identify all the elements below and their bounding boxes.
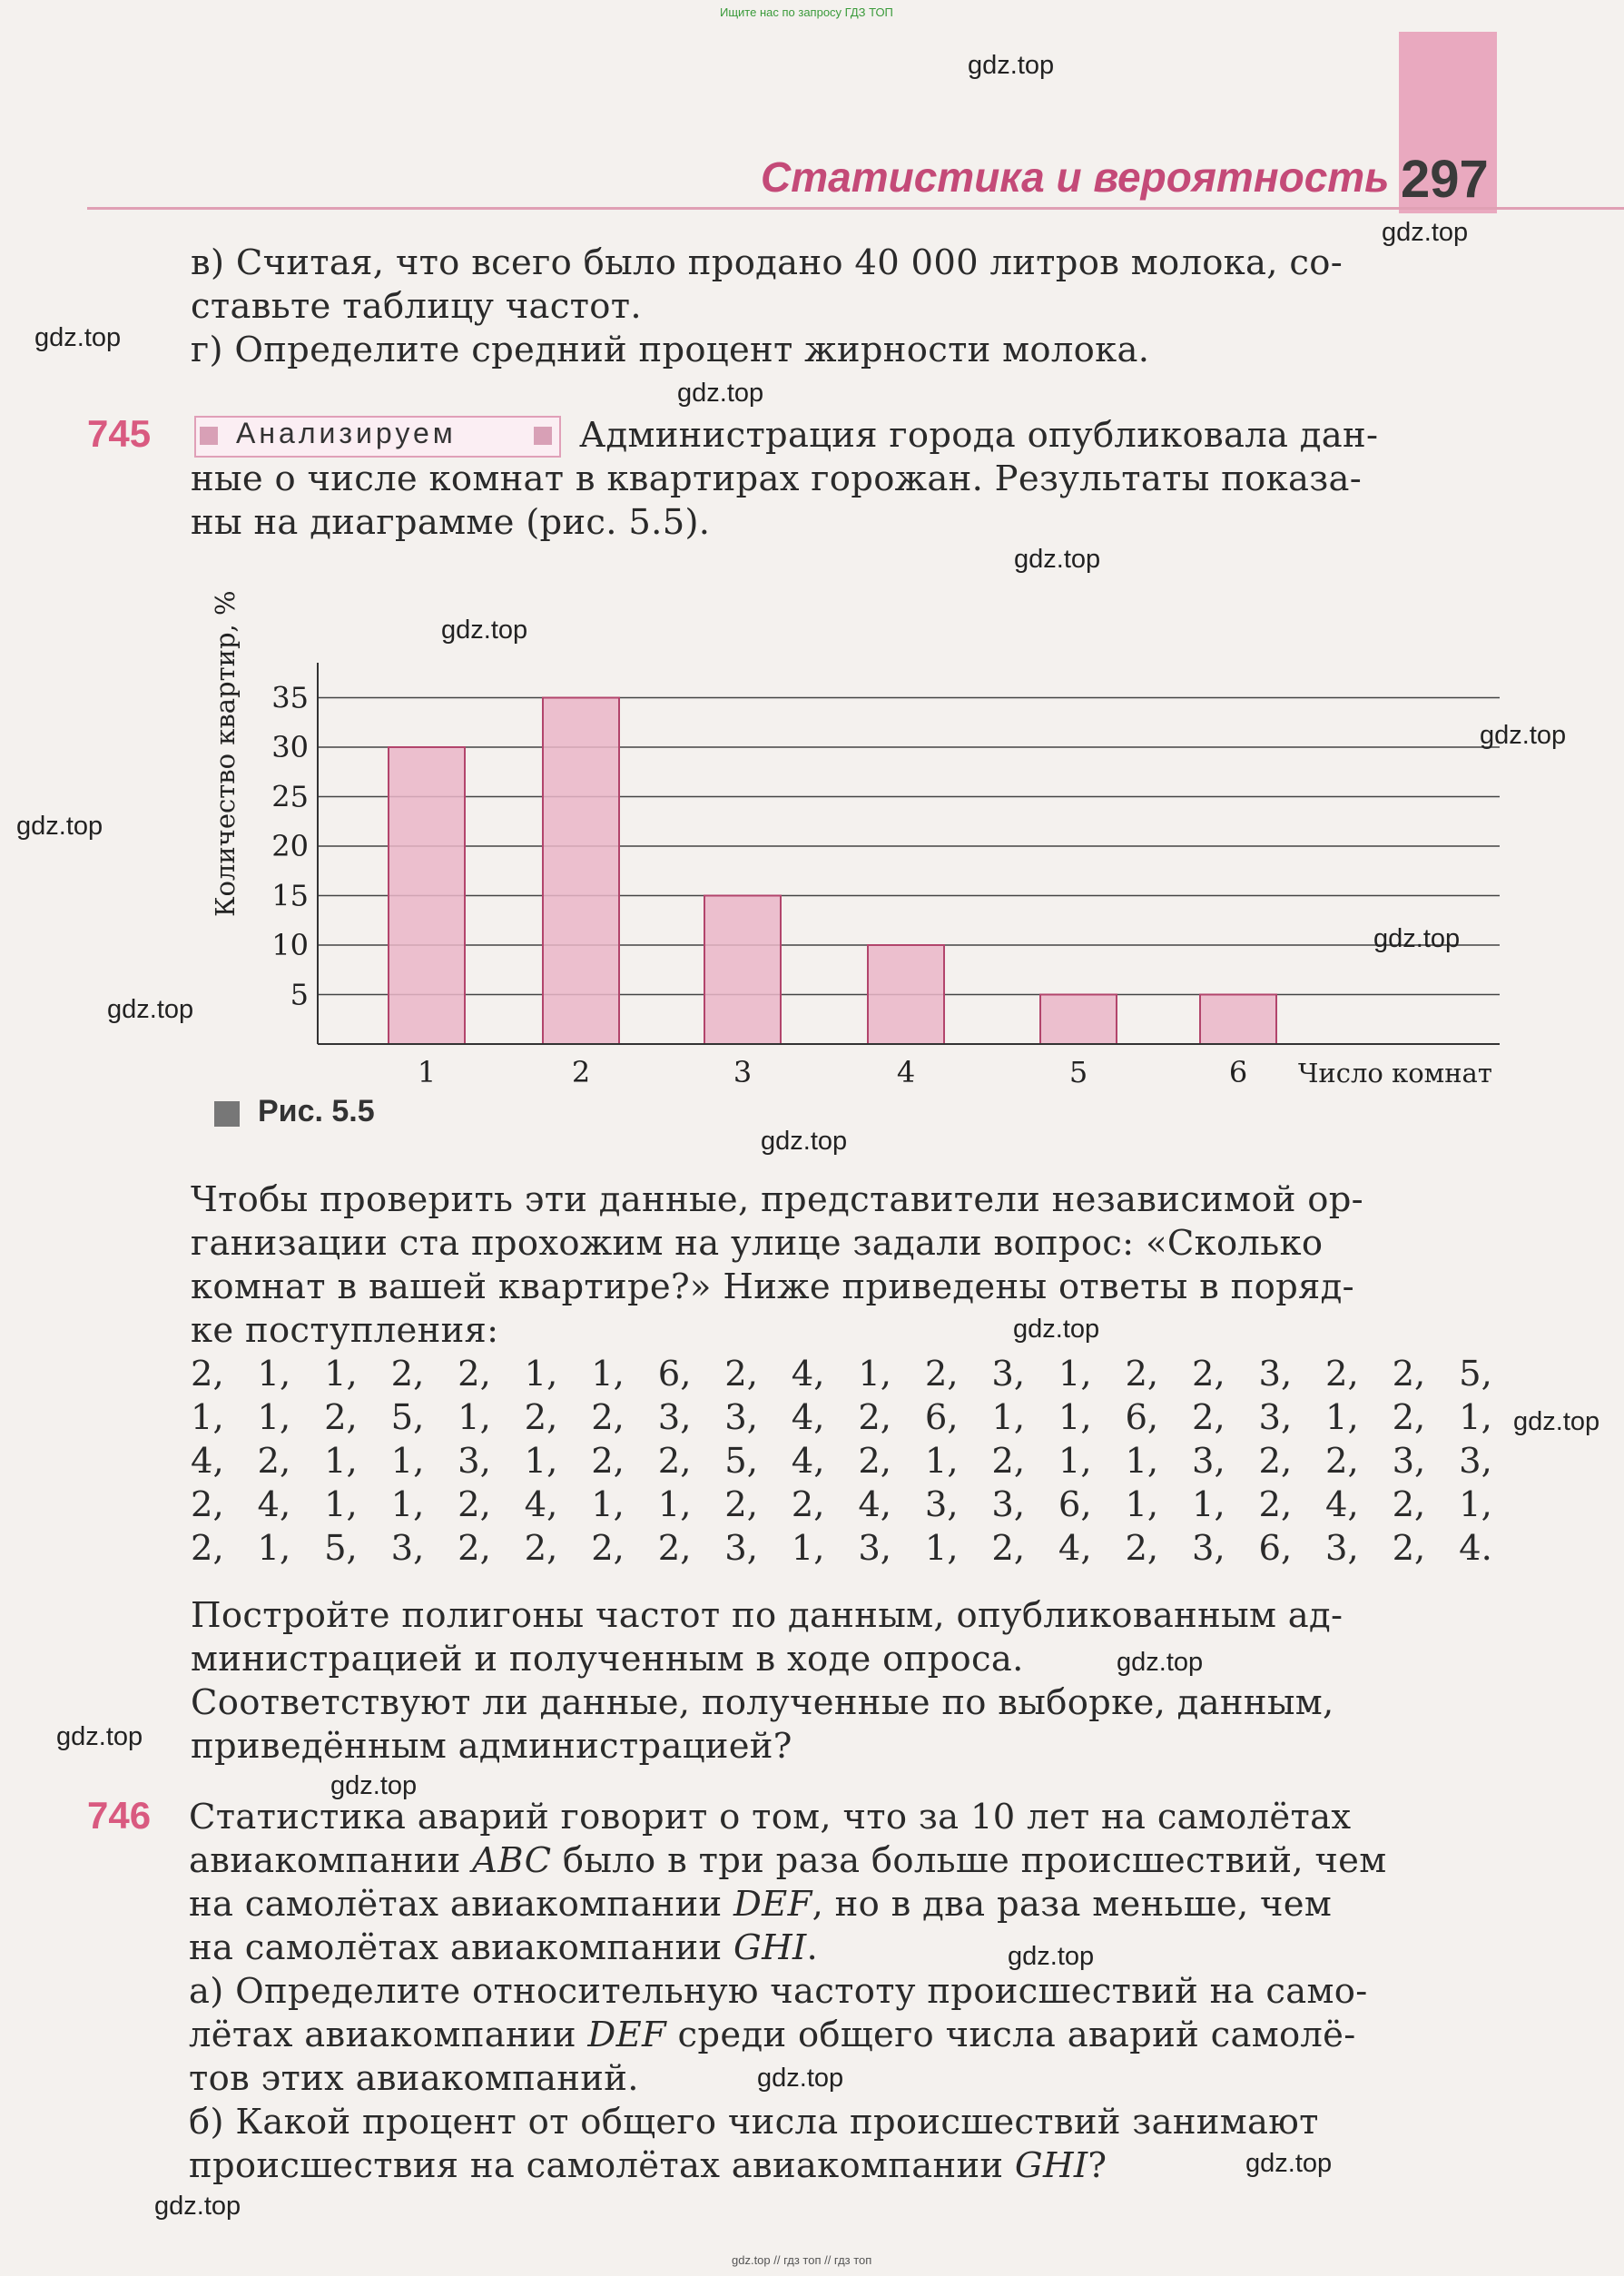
answer-value: 4, (191, 1441, 224, 1482)
answer-value: 1, (1058, 1441, 1092, 1482)
answer-value: 1, (524, 1354, 558, 1394)
watermark: gdz.top (1013, 1315, 1100, 1344)
answer-value: 2, (1325, 1354, 1359, 1394)
bar-5 (1040, 995, 1117, 1045)
task-g-line: г) Определите средний процент жирности молока. (191, 330, 1150, 370)
watermark: gdz.top (1014, 545, 1101, 574)
task-746-a2: лётах авиакомпании DEF среди общего числа аварий самолё- (189, 2015, 1356, 2055)
watermark: gdz.top (757, 2064, 844, 2093)
answer-value: 2, (1325, 1441, 1359, 1482)
x-tick-label: 5 (1068, 1055, 1088, 1089)
watermark: gdz.top (330, 1771, 418, 1800)
answer-value: 2, (591, 1441, 625, 1482)
task-745-after3: комнат в вашей квартире?» Ниже приведены ответы в поряд- (191, 1266, 1354, 1307)
answer-value: 1, (524, 1441, 558, 1482)
task-746-line4: на самолётах авиакомпании GHI. (189, 1927, 819, 1968)
x-tick-label: 1 (417, 1055, 437, 1089)
answer-value: 3, (1459, 1441, 1492, 1482)
bar-3 (704, 896, 781, 1045)
answer-value: 2, (1125, 1528, 1159, 1569)
answer-value: 1, (1058, 1397, 1092, 1438)
answer-value: 1, (1325, 1397, 1359, 1438)
answer-value: 1, (324, 1484, 358, 1525)
answer-value: 2, (791, 1484, 825, 1525)
answers-row (191, 1483, 1492, 1527)
answer-value: 4, (1325, 1484, 1359, 1525)
watermark: gdz.top (154, 2192, 241, 2221)
answer-value: 1, (390, 1441, 425, 1482)
answer-value: 5, (724, 1441, 758, 1482)
task-745-q1: Постройте полигоны частот по данным, опубликованным ад- (191, 1595, 1343, 1636)
answer-value: 2, (724, 1484, 758, 1525)
answer-value: 3, (724, 1397, 758, 1438)
answer-value: 3, (858, 1528, 892, 1569)
answer-value: 4, (524, 1484, 558, 1525)
task-745-after2: ганизации ста прохожим на улице задали вопрос: «Сколько (191, 1223, 1324, 1264)
answer-value: 1, (390, 1484, 425, 1525)
watermark: gdz.top (16, 812, 103, 841)
answer-value: 2, (1392, 1397, 1426, 1438)
answer-value: 1, (1459, 1397, 1492, 1438)
y-tick-label: 15 (271, 878, 309, 913)
answer-value: 2, (1392, 1354, 1426, 1394)
answer-value: 2, (724, 1354, 758, 1394)
answer-value: 2, (390, 1354, 425, 1394)
bar-2 (543, 698, 619, 1045)
answer-value: 6, (657, 1354, 692, 1394)
answer-value: 1, (1125, 1484, 1159, 1525)
answer-value: 2, (657, 1528, 692, 1569)
task-745-q3: Соответствуют ли данные, полученные по выборке, данным, (191, 1682, 1334, 1723)
x-tick-label: 2 (571, 1055, 591, 1089)
watermark: gdz.top (1117, 1648, 1204, 1677)
answer-value: 4, (1058, 1528, 1092, 1569)
answer-value: 2, (1191, 1354, 1225, 1394)
x-tick-label: 3 (733, 1055, 753, 1089)
bar-1 (389, 747, 465, 1044)
answer-value: 2, (524, 1528, 558, 1569)
answer-value: 3, (1258, 1354, 1293, 1394)
answer-value: 3, (1258, 1397, 1293, 1438)
watermark: gdz.top (1382, 218, 1469, 247)
x-axis-label: Число комнат (1298, 1058, 1492, 1089)
answer-value: 2, (991, 1441, 1026, 1482)
answer-value: 1, (191, 1397, 224, 1438)
answer-value: 1, (657, 1484, 692, 1525)
answer-value: 1, (791, 1528, 825, 1569)
bar-4 (868, 945, 944, 1044)
answer-value: 1, (1459, 1484, 1492, 1525)
watermark: gdz.top (1245, 2149, 1333, 2178)
answer-value: 1, (991, 1397, 1026, 1438)
y-tick-label: 10 (271, 928, 309, 962)
answer-value: 3, (458, 1441, 491, 1482)
answer-value: 2, (657, 1441, 692, 1482)
watermark: gdz.top (677, 379, 764, 408)
task-746-b1: б) Какой процент от общего числа происшествий занимают (189, 2102, 1319, 2143)
answer-value: 1, (591, 1484, 625, 1525)
answers-row (191, 1527, 1492, 1571)
x-tick-label: 4 (896, 1055, 916, 1089)
answer-value: 1, (257, 1528, 291, 1569)
answer-value: 1, (1058, 1354, 1092, 1394)
answer-value: 3, (657, 1397, 692, 1438)
answer-value: 2, (458, 1484, 491, 1525)
watermark: gdz.top (761, 1127, 848, 1156)
answer-value: 2, (458, 1354, 491, 1394)
task-v-line1: в) Считая, что всего было продано 40 000 литров молока, со- (191, 242, 1343, 283)
answer-value: 1, (924, 1441, 959, 1482)
answer-value: 3, (1325, 1528, 1359, 1569)
watermark: gdz.top (56, 1722, 143, 1751)
answer-value: 2, (858, 1397, 892, 1438)
answer-value: 6, (1125, 1397, 1159, 1438)
answer-value: 4. (1459, 1528, 1492, 1569)
answer-value: 6, (924, 1397, 959, 1438)
answer-value: 2, (1125, 1354, 1159, 1394)
answer-value: 5, (390, 1397, 425, 1438)
answer-value: 3, (1191, 1528, 1225, 1569)
answer-value: 2, (524, 1397, 558, 1438)
y-tick-label: 20 (271, 829, 309, 863)
bottom-note: gdz.top // гдз топ // гдз топ (732, 2253, 872, 2267)
task-746-a3: тов этих авиакомпаний. (189, 2058, 639, 2099)
answer-value: 4, (858, 1484, 892, 1525)
task-v-line2: ставьте таблицу частот. (191, 286, 642, 327)
answer-value: 2, (858, 1441, 892, 1482)
answer-value: 3, (390, 1528, 425, 1569)
answers-row (191, 1396, 1492, 1440)
answer-value: 6, (1258, 1528, 1293, 1569)
answer-value: 4, (791, 1397, 825, 1438)
analyze-tag-label: Анализируем (236, 417, 457, 449)
watermark: gdz.top (1008, 1942, 1095, 1971)
task-746-number: 746 (87, 1794, 152, 1837)
task-745-line1: Администрация города опубликовала дан- (579, 415, 1379, 456)
answer-value: 1, (458, 1397, 491, 1438)
answer-value: 2, (991, 1528, 1026, 1569)
page-number: 297 (1401, 150, 1489, 209)
y-tick-label: 35 (271, 680, 309, 715)
answer-value: 3, (1392, 1441, 1426, 1482)
answer-value: 2, (1258, 1484, 1293, 1525)
task-746-line3: на самолётах авиакомпании DEF, но в два раза меньше, чем (189, 1884, 1333, 1925)
answer-value: 2, (458, 1528, 491, 1569)
answer-value: 1, (1125, 1441, 1159, 1482)
bar-6 (1200, 995, 1276, 1045)
watermark: gdz.top (968, 51, 1055, 80)
task-746-line2: авиакомпании ABC было в три раза больше происшествий, чем (189, 1840, 1387, 1881)
answer-value: 2, (924, 1354, 959, 1394)
answer-value: 2, (1191, 1397, 1225, 1438)
answer-value: 2, (324, 1397, 358, 1438)
task-745-after4: ке поступления: (191, 1310, 499, 1351)
y-axis-label: Количество квартир, % (210, 590, 241, 917)
watermark: gdz.top (34, 323, 122, 352)
answer-value: 2, (1392, 1484, 1426, 1525)
answer-value: 4, (791, 1354, 825, 1394)
answer-value: 3, (724, 1528, 758, 1569)
watermark: gdz.top (1513, 1407, 1600, 1436)
x-tick-label: 6 (1228, 1055, 1248, 1089)
answer-value: 1, (858, 1354, 892, 1394)
task-745-q2: министрацией и полученным в ходе опроса. (191, 1639, 1024, 1680)
figure-label: Рис. 5.5 (258, 1094, 375, 1128)
task-746-b2: происшествия на самолётах авиакомпании GHI? (189, 2145, 1107, 2186)
watermark: gdz.top (1373, 924, 1461, 953)
figure-marker-icon (214, 1101, 240, 1127)
answer-value: 6, (1058, 1484, 1092, 1525)
answer-value: 3, (924, 1484, 959, 1525)
answer-value: 5, (324, 1528, 358, 1569)
answer-value: 2, (257, 1441, 291, 1482)
answers-row (191, 1440, 1492, 1483)
answer-value: 2, (1392, 1528, 1426, 1569)
answer-value: 2, (191, 1354, 224, 1394)
top-note: Ищите нас по запросу ГДЗ ТОП (720, 5, 893, 19)
task-746-a1: а) Определите относительную частоту происшествий на само- (189, 1971, 1368, 2012)
answer-value: 1, (324, 1354, 358, 1394)
answer-value: 1, (591, 1354, 625, 1394)
answers-row (191, 1353, 1492, 1396)
answer-value: 1, (1191, 1484, 1225, 1525)
answer-value: 2, (191, 1528, 224, 1569)
watermark: gdz.top (107, 995, 194, 1024)
answer-value: 1, (257, 1397, 291, 1438)
answer-value: 2, (591, 1397, 625, 1438)
answer-value: 2, (591, 1528, 625, 1569)
answer-value: 5, (1459, 1354, 1492, 1394)
answer-value: 4, (791, 1441, 825, 1482)
watermark: gdz.top (1480, 721, 1567, 750)
answer-value: 3, (991, 1354, 1026, 1394)
answer-value: 3, (991, 1484, 1026, 1525)
task-745-line2: ные о числе комнат в квартирах горожан. Результаты показа- (191, 458, 1363, 499)
task-746-line1: Статистика аварий говорит о том, что за 10 лет на самолётах (189, 1797, 1352, 1838)
answer-value: 1, (924, 1528, 959, 1569)
task-745-line3: ны на диаграмме (рис. 5.5). (191, 502, 711, 543)
task-745-number: 745 (87, 412, 152, 455)
y-tick-label: 30 (271, 730, 309, 764)
watermark: gdz.top (441, 616, 528, 645)
section-title: Статистика и вероятность (761, 153, 1390, 201)
answer-value: 3, (1191, 1441, 1225, 1482)
answer-value: 2, (191, 1484, 224, 1525)
answer-value: 1, (257, 1354, 291, 1394)
task-745-q4: приведённым администрацией? (191, 1726, 792, 1767)
y-tick-label: 25 (271, 779, 309, 814)
answer-value: 4, (257, 1484, 291, 1525)
task-745-after1: Чтобы проверить эти данные, представители независимой ор- (191, 1179, 1363, 1220)
answer-value: 2, (1258, 1441, 1293, 1482)
answer-value: 1, (324, 1441, 358, 1482)
y-tick-label: 5 (290, 977, 309, 1012)
